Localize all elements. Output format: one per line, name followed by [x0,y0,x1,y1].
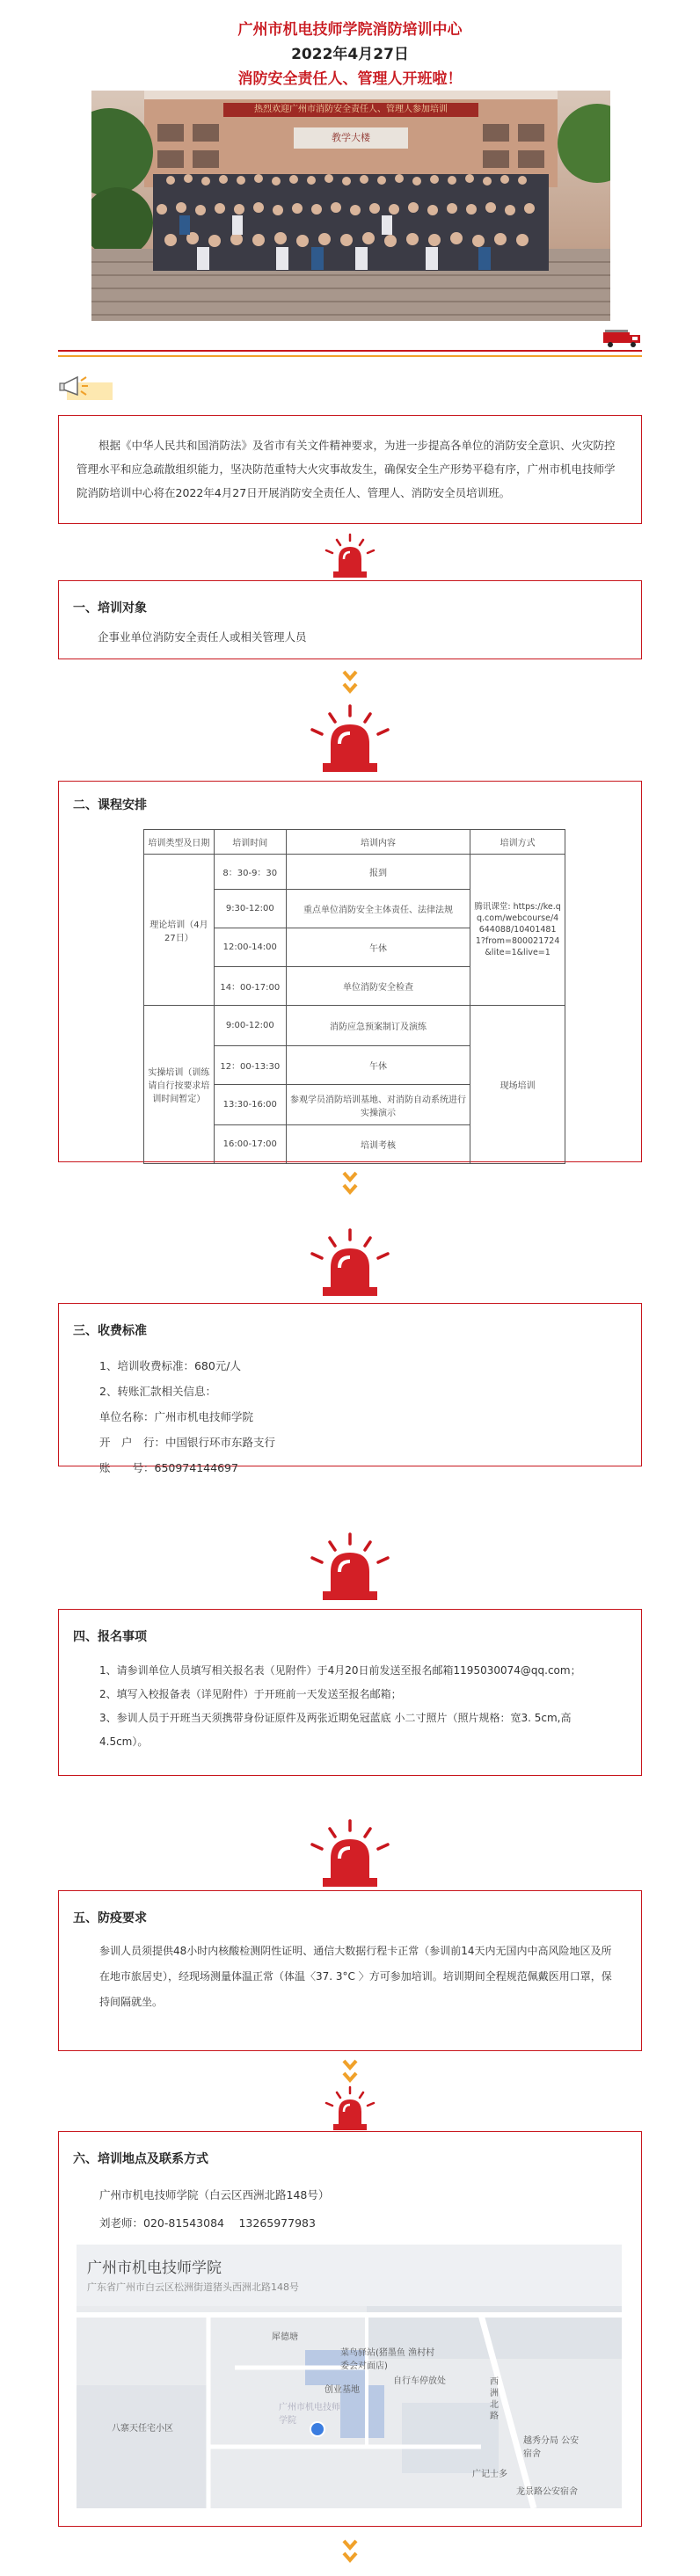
schedule-table [143,829,565,1164]
down-arrows-2 [0,1171,700,1197]
table-header: 培训内容 [286,830,470,855]
chevron-down-icon [341,670,359,696]
epidemic-text: 参训人员须提供48小时内核酸检测阴性证明、通信大数据行程卡正常（参训前14天内无国内中高风险地区及所在地市旅居史），经现场测量体温正常（体温〈37. 3°C 〉方可参加培训。培训期间全程规范佩戴医用口罩，保持间隔就坐。 [99,1945,612,2008]
event-date: 2022年4月27日 [291,46,409,63]
siren-icon [302,1227,398,1298]
content-cell: 单位消防安全检查 [286,967,470,1006]
time-cell: 12：00-13:30 [214,1046,286,1085]
siren-icon [302,1532,398,1602]
map-label: 广州市机电技师学院 [279,2403,340,2426]
map-label: 广记士多 [472,2470,507,2479]
chevron-down-icon [341,2059,359,2085]
map-label: 自行车停放处 [393,2376,446,2386]
section-course-schedule [58,781,642,1162]
siren-icon [302,1818,398,1888]
event-slogan: 消防安全责任人、管理人开班啦！ [237,70,463,88]
map-label: 龙景路公安宿舍 [516,2487,578,2497]
intro-box [58,415,642,524]
address-line: 广州市机电技师学院（白云区西洲北路148号） [99,2188,330,2201]
training-type-cell: 实操培训（训练请自行按要求培训时间暂定） [144,1006,215,1164]
table-header: 培训时间 [214,830,286,855]
section-title: 二、课程安排 [73,798,147,812]
section-text: 企事业单位消防安全责任人或相关管理人员 [98,630,307,644]
down-arrows-1 [0,670,700,696]
map-label: 创业基地 [324,2385,360,2395]
registration-line: 3、参训人员于开班当天须携带身份证原件及两张近期免冠蓝底 小二寸照片（照片规格：宽3. 5cm,高4.5cm）。 [99,1712,572,1748]
siren-divider-4 [0,1532,700,1602]
down-arrows-4 [0,2539,700,2565]
fee-line: 账 号：650974144697 [99,1461,238,1474]
announcement-badge [58,372,113,405]
section-title: 四、报名事项 [73,1630,147,1644]
content-cell: 消防应急预案制订及演练 [286,1006,470,1046]
section-epidemic-prevention [58,1890,642,2051]
map-label: 犀德塘 [272,2332,298,2342]
training-mode-cell: 现场培训 [470,1006,565,1164]
down-arrows-3 [0,2059,700,2085]
registration-line: 1、请参训单位人员填写相关报名表（见附件）于4月20日前发送至报名邮箱1195030074@qq.com； [99,1664,581,1677]
map-label: 八寨天任宅小区 [112,2424,173,2434]
time-cell: 9:30-12:00 [214,890,286,928]
fire-truck-icon [602,327,642,348]
map-label: 西洲北路 [490,2377,499,2421]
group-photo [91,91,610,321]
section-registration [58,1609,642,1776]
content-cell: 午休 [286,1046,470,1085]
section-title: 五、防疫要求 [73,1911,147,1925]
header-divider [58,327,642,359]
time-cell: 9:00-12:00 [214,1006,286,1046]
content-cell: 参观学员消防培训基地、对消防自动系统进行实操演示 [286,1085,470,1125]
contact-line: 刘老师：020-81543084 13265977983 [99,2216,316,2230]
section-location-contact [58,2131,642,2527]
section-title: 一、培训对象 [73,601,147,615]
photo-gate-text: 教学大楼 [332,132,370,143]
table-header: 培训类型及日期 [144,830,215,855]
section-training-target [58,580,642,659]
content-cell: 报到 [286,855,470,890]
training-type-cell: 理论培训（4月27日） [144,855,215,1006]
location-map[interactable] [77,2245,622,2508]
header [0,0,700,91]
fee-line: 开 户 行：中国银行环市东路支行 [99,1436,276,1449]
siren-divider-3 [0,1227,700,1298]
time-cell: 14：00-17:00 [214,967,286,1006]
org-title: 广州市机电技师学院消防培训中心 [237,21,463,39]
siren-divider-1 [0,533,700,579]
siren-divider-5 [0,1818,700,1888]
siren-icon [302,703,398,774]
map-label: 菜鸟驿站(猪墨鱼 渔村村委会对面店) [340,2348,435,2371]
siren-icon [319,2085,381,2131]
map-title: 广州市机电技师学院 [87,2259,222,2277]
fee-line: 单位名称：广州市机电技师学院 [99,1410,254,1423]
siren-divider-6 [0,2085,700,2131]
time-cell: 12:00-14:00 [214,928,286,967]
megaphone-icon [58,372,93,402]
training-mode-cell[interactable]: 腾讯课堂: https://ke.qq.com/webcourse/4644088/104014811?from=800021724&lite=1&live=1 [470,855,565,1006]
content-cell: 午休 [286,928,470,967]
map-address: 广东省广州市白云区松洲街道猪头西洲北路148号 [87,2281,299,2293]
section-title: 六、培训地点及联系方式 [73,2152,208,2166]
photo-banner-text: 热烈欢迎广州市消防安全责任人、管理人参加培训 [254,105,448,114]
time-cell: 8：30-9：30 [214,855,286,890]
fee-line: 2、转账汇款相关信息： [99,1385,216,1398]
time-cell: 16:00-17:00 [214,1125,286,1164]
content-cell: 重点单位消防安全主体责任、法律法规 [286,890,470,928]
siren-icon [319,533,381,579]
content-cell: 培训考核 [286,1125,470,1164]
chevron-down-icon [341,2539,359,2565]
registration-line: 2、填写入校报备表（详见附件）于开班前一天发送至报名邮箱； [99,1688,402,1700]
map-label: 越秀分局 公安宿舍 [523,2436,580,2459]
table-header: 培训方式 [470,830,565,855]
siren-divider-2 [0,703,700,774]
chevron-down-icon [341,1171,359,1197]
fee-line: 1、培训收费标准：680元/人 [99,1359,242,1372]
section-title: 三、收费标准 [73,1324,147,1338]
intro-text: 根据《中华人民共和国消防法》及省市有关文件精神要求，为进一步提高各单位的消防安全意识、火灾防控管理水平和应急疏散组织能力，坚决防范重特大火灾事故发生，确保安全生产形势平稳有序，广州市机电技师学院消防培训中心将在2022年4月27日开展消防安全责任人、管理人、消防安全员培训班。 [77,439,616,499]
section-fees [58,1303,642,1474]
time-cell: 13:30-16:00 [214,1085,286,1125]
